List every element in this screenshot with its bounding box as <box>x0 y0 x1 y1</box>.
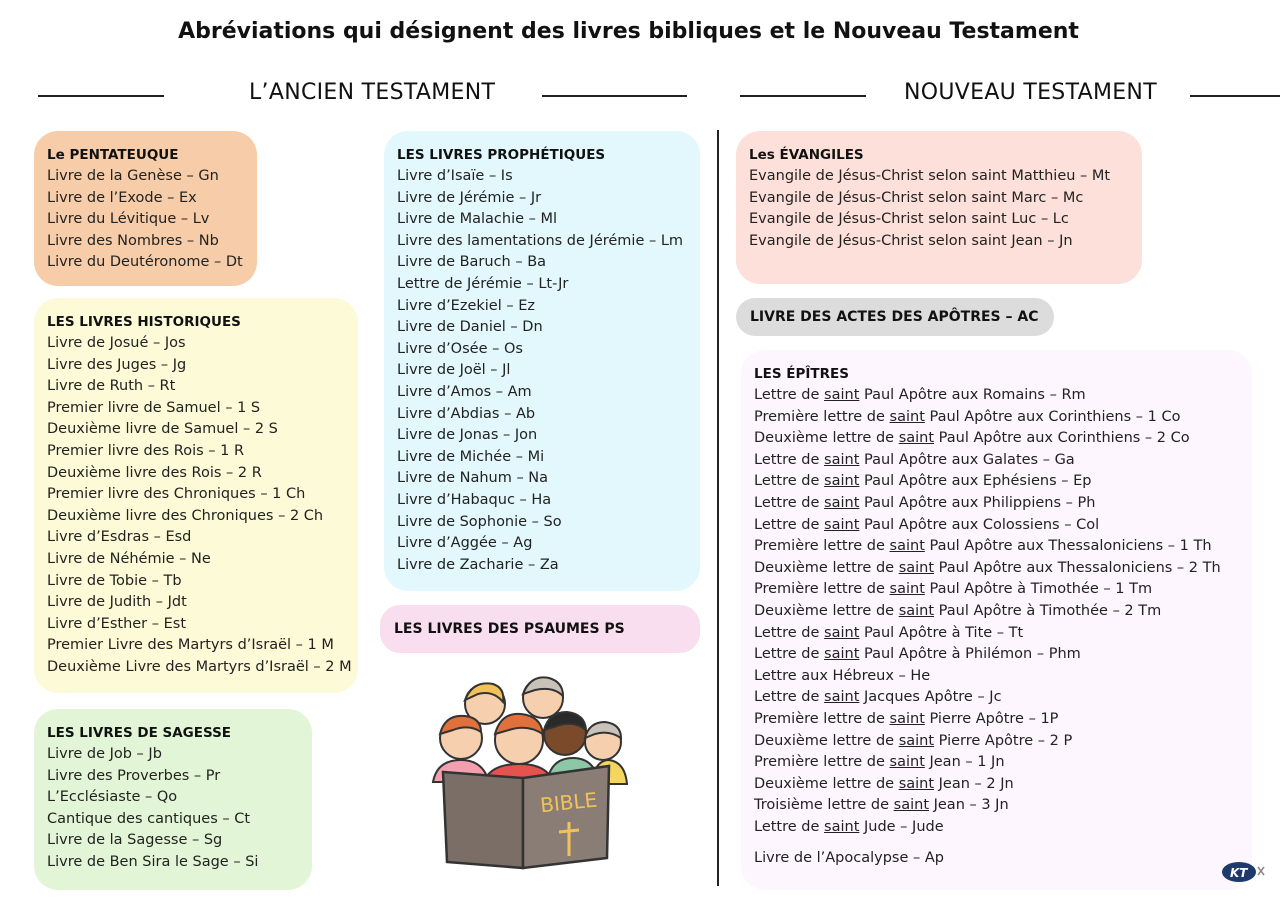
list-item: Livre d’Abdias – Ab <box>397 405 536 422</box>
saint-underlined: saint <box>824 818 860 835</box>
list-item: Livre d’Isaïe – Is <box>397 168 513 184</box>
saint-underlined: saint <box>824 689 860 706</box>
heading-rule-left-1 <box>38 95 164 97</box>
list-item: Livre des Proverbes – Pr <box>47 767 221 784</box>
list-item: Livre des Nombres – Nb <box>47 232 219 249</box>
saint-underlined: saint <box>824 646 860 663</box>
evangiles-list <box>749 166 1130 252</box>
sagesse-box <box>34 709 312 890</box>
list-item: Livre de Nahum – Na <box>397 470 549 487</box>
list-item: Deuxième livre des Chroniques – 2 Ch <box>47 507 324 524</box>
list-item: Livre de Jonas – Jon <box>397 427 538 444</box>
list-item: Livre de Néhémie – Ne <box>47 550 211 567</box>
saint-underlined: saint <box>824 473 860 490</box>
list-item: Cantique des cantiques – Ct <box>47 810 251 827</box>
saint-underlined: saint <box>889 538 925 555</box>
evangiles-box <box>736 131 1142 284</box>
list-item: Livre de Michée – Mi <box>397 448 545 465</box>
list-item: Livre de Tobie – Tb <box>47 572 182 589</box>
list-item: Livre de la Genèse – Gn <box>47 168 219 184</box>
epitre-item: Première lettre de saint Jean – 1 Jn <box>754 754 1005 771</box>
epitre-item: Lettre de saint Paul Apôtre aux Ephésiens – Ep <box>754 473 1092 490</box>
list-item: Evangile de Jésus-Christ selon saint Jean – Jn <box>749 232 1073 249</box>
list-item: Deuxième livre de Samuel – 2 S <box>47 421 278 438</box>
pentateuque-box <box>34 131 257 286</box>
children-reading-bible-illustration <box>423 672 633 872</box>
list-item: Livre d’Ezekiel – Ez <box>397 297 535 314</box>
prophetiques-box <box>384 131 700 591</box>
saint-underlined: saint <box>889 710 925 727</box>
list-item: Livre d’Habaquc – Ha <box>397 491 552 508</box>
historiques-box <box>34 298 358 693</box>
sagesse-list <box>47 744 300 874</box>
list-item: Deuxième Livre des Martyrs d’Israël – 2 M <box>47 658 352 675</box>
bible-label: BIBLE <box>538 787 599 818</box>
list-item: Livre d’Esther – Est <box>47 615 187 632</box>
saint-underlined: saint <box>824 387 860 403</box>
list-item: Deuxième livre des Rois – 2 R <box>47 464 262 481</box>
saint-underlined: saint <box>889 754 925 771</box>
list-item: L’Ecclésiaste – Qo <box>47 789 178 806</box>
epitre-item: Troisième lettre de saint Jean – 3 Jn <box>754 797 1009 814</box>
heading-rule-right-1 <box>740 95 866 97</box>
epitre-item: Lettre aux Hébreux – He <box>754 667 931 684</box>
sagesse-title: LES LIVRES DE SAGESSE <box>47 725 232 741</box>
column-divider <box>717 130 719 886</box>
list-item: Premier Livre des Martyrs d’Israël – 1 M <box>47 637 334 654</box>
list-item: Livre de Sophonie – So <box>397 513 562 530</box>
epitre-item: Lettre de saint Jacques Apôtre – Jc <box>754 689 1002 706</box>
list-item: Livre de Josué – Jos <box>47 335 186 351</box>
list-item: Livre de Baruch – Ba <box>397 254 547 271</box>
evangiles-title: Les ÉVANGILES <box>749 147 864 163</box>
new-testament-heading: NOUVEAU TESTAMENT <box>904 80 1157 105</box>
heading-rule-right-2 <box>1190 95 1280 97</box>
list-item: Evangile de Jésus-Christ selon saint Luc – Lc <box>749 211 1069 228</box>
list-item: Livre de Job – Jb <box>47 746 162 762</box>
epitre-item: Lettre de saint Paul Apôtre aux Philippiens – Ph <box>754 494 1096 511</box>
historiques-list <box>47 333 352 679</box>
list-item: Livre des lamentations de Jérémie – Lm <box>397 232 684 249</box>
list-item: Livre de Jérémie – Jr <box>397 189 542 206</box>
list-item: Premier livre de Samuel – 1 S <box>47 399 261 416</box>
saint-underlined: saint <box>824 516 860 533</box>
list-item: Livre du Lévitique – Lv <box>47 211 210 228</box>
heading-rule-left-2 <box>542 95 687 97</box>
list-item: Livre de la Sagesse – Sg <box>47 832 223 849</box>
list-item: Livre d’Amos – Am <box>397 383 532 400</box>
list-item: Livre de l’Exode – Ex <box>47 189 197 206</box>
bible-book <box>443 772 523 868</box>
list-item: Livre de Judith – Jdt <box>47 594 187 611</box>
list-item: Livre de Ruth – Rt <box>47 378 176 395</box>
list-item: Lettre de Jérémie – Lt-Jr <box>397 275 569 292</box>
epitres-list <box>754 385 1240 838</box>
prophetiques-list <box>397 166 688 576</box>
epitre-item: Lettre de saint Paul Apôtre à Tite – Tt <box>754 624 1024 641</box>
saint-underlined: saint <box>893 797 929 814</box>
saint-underlined: saint <box>824 494 860 511</box>
prophetiques-title: LES LIVRES PROPHÉTIQUES <box>397 147 606 163</box>
list-item: Livre de Joël – Jl <box>397 362 511 379</box>
list-item: Livre de Daniel – Dn <box>397 319 543 336</box>
saint-underlined: saint <box>889 408 925 425</box>
saint-underlined: saint <box>898 430 935 447</box>
epitre-item: Deuxième lettre de saint Paul Apôtre aux Thessaloniciens – 2 Th <box>754 559 1221 576</box>
list-item: Livre du Deutéronome – Dt <box>47 254 243 271</box>
page-title: Abréviations qui désignent des livres bibliques et le Nouveau Testament <box>178 19 1079 44</box>
list-item: Livre d’Esdras – Esd <box>47 529 192 546</box>
list-item: Livre de Ben Sira le Sage – Si <box>47 853 259 870</box>
epitre-item: Deuxième lettre de saint Pierre Apôtre – 2 P <box>754 732 1073 749</box>
list-item: Evangile de Jésus-Christ selon saint Marc – Mc <box>749 189 1084 206</box>
saint-underlined: saint <box>824 451 860 468</box>
kt-logo-icon <box>1221 861 1265 883</box>
epitre-item: Lettre de saint Paul Apôtre aux Galates – Ga <box>754 451 1075 468</box>
epitres-box <box>741 350 1252 890</box>
epitres-title: LES ÉPÎTRES <box>754 366 849 382</box>
historiques-title: LES LIVRES HISTORIQUES <box>47 314 241 330</box>
old-testament-heading: L’ANCIEN TESTAMENT <box>249 80 496 105</box>
apocalypse-item: Livre de l’Apocalypse – Ap <box>754 850 944 867</box>
saint-underlined: saint <box>898 775 935 792</box>
epitre-item: Lettre de saint Paul Apôtre à Philémon – Phm <box>754 646 1081 663</box>
list-item: Premier livre des Rois – 1 R <box>47 442 245 459</box>
logo-text: KT <box>1230 866 1248 880</box>
list-item: Livre d’Aggée – Ag <box>397 535 533 552</box>
saint-underlined: saint <box>898 602 935 619</box>
epitre-item: Première lettre de saint Paul Apôtre aux Thessaloniciens – 1 Th <box>754 538 1212 555</box>
epitre-item: Deuxième lettre de saint Jean – 2 Jn <box>754 775 1014 792</box>
saint-underlined: saint <box>824 624 860 641</box>
epitre-item: Lettre de saint Jude – Jude <box>754 818 944 835</box>
list-item: Livre d’Osée – Os <box>397 340 523 357</box>
list-item: Livre des Juges – Jg <box>47 356 187 373</box>
epitre-item: Première lettre de saint Paul Apôtre à Timothée – 1 Tm <box>754 581 1153 598</box>
pentateuque-list <box>47 166 245 274</box>
actes-pill: LIVRE DES ACTES DES APÔTRES – AC <box>736 298 1054 336</box>
saint-underlined: saint <box>898 732 935 749</box>
epitre-item: Lettre de saint Paul Apôtre aux Romains – Rm <box>754 387 1086 403</box>
epitre-item: Deuxième lettre de saint Paul Apôtre à Timothée – 2 Tm <box>754 602 1162 619</box>
saint-underlined: saint <box>898 559 935 576</box>
list-item: Livre de Malachie – Ml <box>397 211 558 228</box>
list-item: Evangile de Jésus-Christ selon saint Matthieu – Mt <box>749 168 1111 184</box>
pentateuque-title: Le PENTATEUQUE <box>47 147 179 163</box>
epitre-item: Première lettre de saint Paul Apôtre aux Corinthiens – 1 Co <box>754 408 1181 425</box>
list-item: Livre de Zacharie – Za <box>397 556 559 573</box>
psaumes-pill: LES LIVRES DES PSAUMES PS <box>380 605 700 653</box>
epitre-item: Première lettre de saint Pierre Apôtre – 1P <box>754 710 1059 727</box>
epitre-item: Lettre de saint Paul Apôtre aux Colossiens – Col <box>754 516 1100 533</box>
epitre-item: Deuxième lettre de saint Paul Apôtre aux Corinthiens – 2 Co <box>754 430 1190 447</box>
saint-underlined: saint <box>889 581 925 598</box>
list-item: Premier livre des Chroniques – 1 Ch <box>47 486 306 503</box>
